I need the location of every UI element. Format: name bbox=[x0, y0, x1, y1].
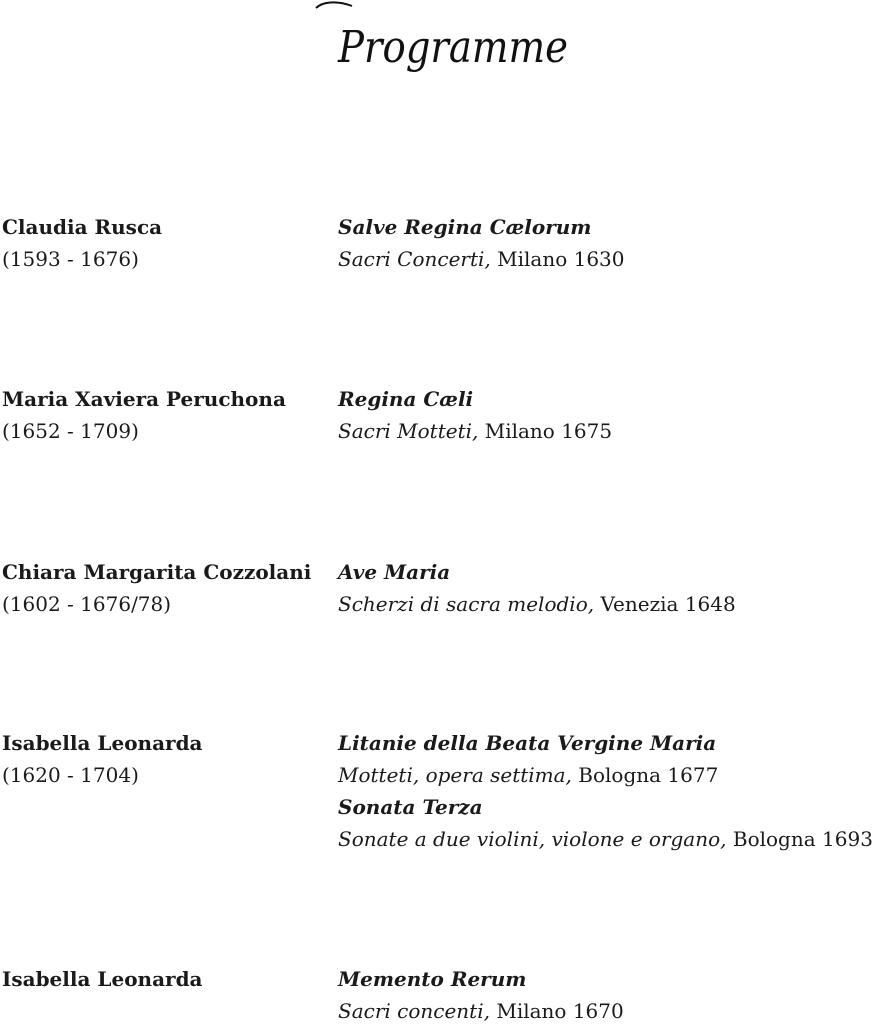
composer-block bbox=[2, 383, 332, 447]
work-source: Sacri Concerti, bbox=[338, 247, 491, 271]
composer-name: Claudia Rusca bbox=[2, 215, 163, 239]
work-source-line bbox=[338, 415, 877, 447]
composer-dates: (1593 - 1676) bbox=[2, 247, 139, 271]
work-title: Sonata Terza bbox=[338, 795, 483, 819]
title-flourish bbox=[316, 2, 352, 8]
composer-name: Isabella Leonarda bbox=[2, 967, 203, 991]
work-place: Venezia 1648 bbox=[594, 592, 736, 616]
work-title: Ave Maria bbox=[338, 560, 451, 584]
works-block bbox=[338, 211, 877, 275]
work-source: Sacri concenti, bbox=[338, 999, 490, 1023]
programme-title-script bbox=[0, 0, 877, 95]
works-block bbox=[338, 383, 877, 447]
work-source-line bbox=[338, 759, 877, 791]
work-place: Bologna 1677 bbox=[571, 763, 719, 787]
works-block bbox=[338, 556, 877, 620]
works-block bbox=[338, 963, 877, 1027]
composer-name: Maria Xaviera Peruchona bbox=[2, 387, 286, 411]
programme-title bbox=[0, 0, 877, 95]
work-title: Memento Rerum bbox=[338, 967, 527, 991]
work-place: Bologna 1693 bbox=[726, 827, 873, 851]
work-place: Milano 1670 bbox=[489, 999, 624, 1023]
composer-dates bbox=[2, 995, 332, 1027]
work-source: Scherzi di sacra melodio, bbox=[338, 592, 595, 616]
work-source: Sacri Motteti, bbox=[338, 419, 479, 443]
work-title: Salve Regina Cælorum bbox=[338, 215, 592, 239]
work-title: Litanie della Beata Vergine Maria bbox=[338, 731, 717, 755]
composer-dates: (1602 - 1676/78) bbox=[2, 592, 172, 616]
composer-name: Chiara Margarita Cozzolani bbox=[2, 560, 312, 584]
work-title: Regina Cæli bbox=[338, 387, 474, 411]
work-source: Motteti, opera settima, bbox=[338, 763, 572, 787]
work-place: Milano 1675 bbox=[478, 419, 613, 443]
composer-block bbox=[2, 556, 332, 620]
programme-title-text: Programme bbox=[337, 22, 568, 73]
composer-dates: (1652 - 1709) bbox=[2, 419, 139, 443]
work-source-line bbox=[338, 243, 877, 275]
work-source-line bbox=[338, 995, 877, 1027]
work-place: Milano 1630 bbox=[490, 247, 625, 271]
composer-block bbox=[2, 727, 332, 791]
works-block bbox=[338, 727, 877, 855]
work-source-line bbox=[338, 823, 877, 855]
work-source-line bbox=[338, 588, 877, 620]
composer-name: Isabella Leonarda bbox=[2, 731, 203, 755]
composer-block bbox=[2, 211, 332, 275]
composer-dates: (1620 - 1704) bbox=[2, 763, 139, 787]
composer-block bbox=[2, 963, 332, 1027]
work-source: Sonate a due violini, violone e organo, bbox=[338, 827, 727, 851]
